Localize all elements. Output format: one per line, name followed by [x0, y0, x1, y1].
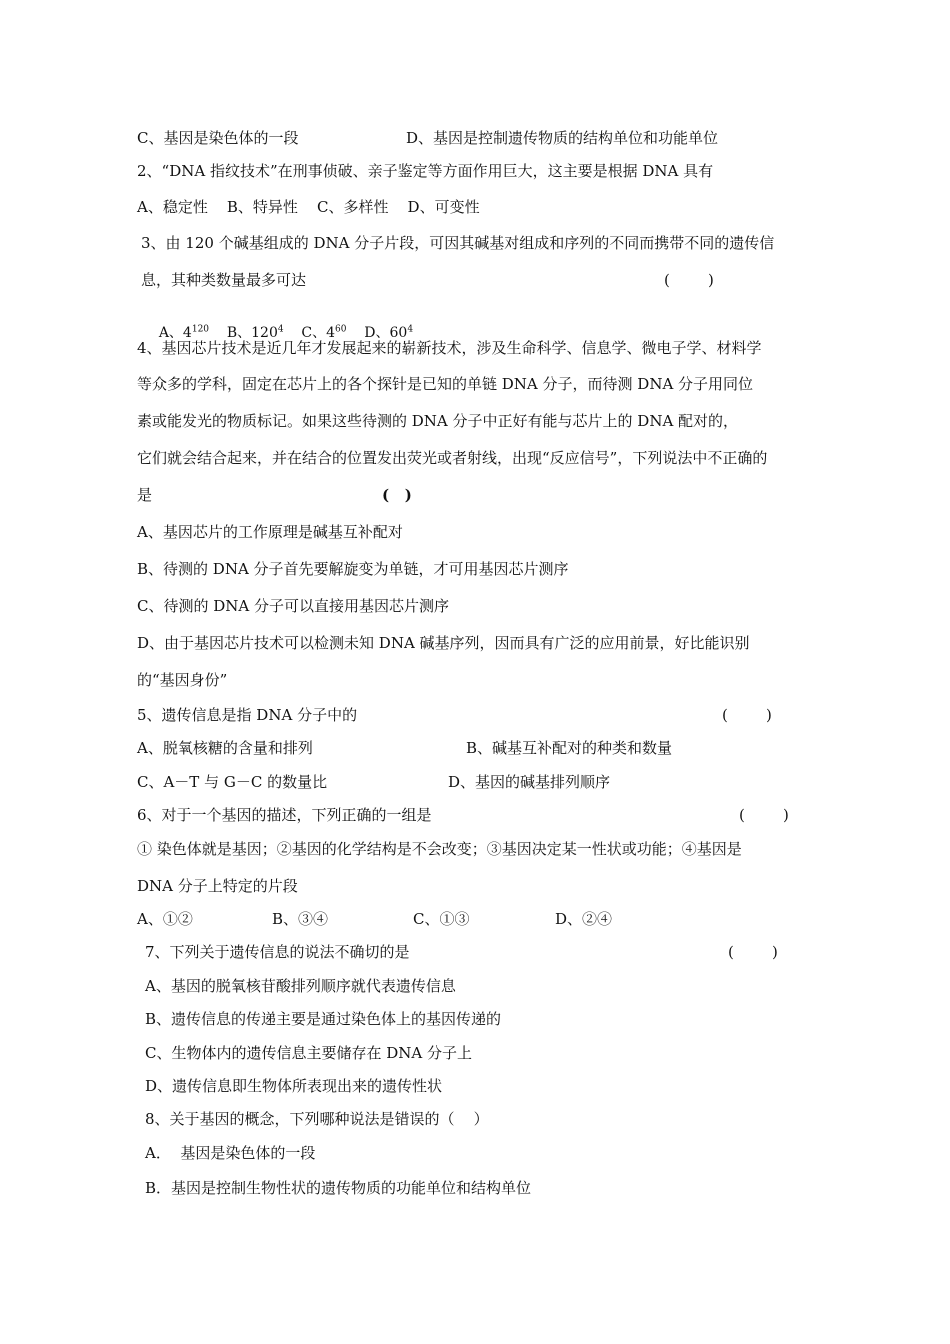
q2-options: A、稳定性 B、特异性 C、多样性 D、可变性	[137, 198, 480, 216]
q6-stem: 6、对于一个基因的描述，下列正确的一组是	[137, 806, 432, 824]
q5-option-b: B、碱基互补配对的种类和数量	[466, 739, 673, 757]
q3-option-b: B、$120^4$	[226, 324, 284, 341]
q4-option-d-line2: 的“基因身份”	[137, 671, 228, 689]
q7-stem: 7、下列关于遗传信息的说法不确切的是	[145, 943, 410, 961]
q5-option-d: D、基因的碱基排列顺序	[448, 773, 611, 791]
q6-statements-line1: ① 染色体就是基因；②基因的化学结构是不会改变；③基因决定某一性状或功能；④基因是	[137, 840, 742, 858]
q3-option-d: D、$60^4$	[364, 324, 414, 341]
q8-stem: 8、关于基因的概念，下列哪种说法是错误的（ ）	[145, 1110, 489, 1128]
q6-option-b: B、③④	[272, 910, 329, 928]
q3-options	[141, 303, 414, 341]
q5-option-a: A、脱氧核糖的含量和排列	[137, 739, 313, 757]
q7-option-b: B、遗传信息的传递主要是通过染色体上的基因传递的	[145, 1010, 502, 1028]
q5-option-c: C、A－T 与 G－C 的数量比	[137, 773, 328, 791]
q5-answer-bracket: ( )	[722, 706, 772, 724]
q7-option-d: D、遗传信息即生物体所表现出来的遗传性状	[145, 1077, 443, 1095]
q4-stem-line3: 素或能发光的物质标记。如果这些待测的 DNA 分子中正好有能与芯片上的 DNA 配对的，	[137, 412, 739, 430]
q5-stem: 5、遗传信息是指 DNA 分子中的	[137, 706, 358, 724]
q4-stem-line2: 等众多的学科，固定在芯片上的各个探针是已知的单链 DNA 分子，而待测 DNA 分子用同位	[137, 375, 754, 393]
q3-answer-bracket: ( )	[664, 271, 714, 289]
q1-option-c: C、基因是染色体的一段	[137, 129, 299, 147]
q3-option-a: A、$4^{120}$	[158, 324, 210, 341]
q6-statements-line2: DNA 分子上特定的片段	[137, 877, 298, 895]
q8-option-a: A． 基因是染色体的一段	[145, 1144, 316, 1162]
q6-option-d: D、②④	[555, 910, 613, 928]
q4-stem-line4: 它们就会结合起来，并在结合的位置发出荧光或者射线，出现“反应信号”，下列说法中不正确的	[137, 449, 768, 467]
q6-option-a: A、①②	[137, 910, 193, 928]
q4-option-a: A、基因芯片的工作原理是碱基互补配对	[137, 523, 403, 541]
q6-answer-bracket: ( )	[739, 806, 789, 824]
q4-stem-line1: 4、基因芯片技术是近几年才发展起来的崭新技术，涉及生命科学、信息学、微电子学、材料学	[137, 339, 762, 357]
q3-stem-line2: 息，其种类数量最多可达	[141, 271, 307, 289]
q2-stem: 2、“DNA 指纹技术”在刑事侦破、亲子鉴定等方面作用巨大，这主要是根据 DNA 具有	[137, 162, 714, 180]
q4-answer-bracket: ( )	[382, 486, 412, 504]
q6-option-c: C、①③	[413, 910, 470, 928]
q7-option-a: A、基因的脱氧核苷酸排列顺序就代表遗传信息	[145, 977, 456, 995]
q1-option-d: D、基因是控制遗传物质的结构单位和功能单位	[406, 129, 719, 147]
q8-option-b: B．基因是控制生物性状的遗传物质的功能单位和结构单位	[145, 1179, 532, 1197]
q4-option-b: B、待测的 DNA 分子首先要解旋变为单链，才可用基因芯片测序	[137, 560, 569, 578]
q7-answer-bracket: ( )	[728, 943, 778, 961]
q4-option-c: C、待测的 DNA 分子可以直接用基因芯片测序	[137, 597, 449, 615]
q3-option-c: C、$4^{60}$	[301, 324, 347, 341]
q4-option-d-line1: D、由于基因芯片技术可以检测未知 DNA 碱基序列，因而具有广泛的应用前景，好比能识别	[137, 634, 750, 652]
q7-option-c: C、生物体内的遗传信息主要储存在 DNA 分子上	[145, 1044, 472, 1062]
q3-stem-line1: 3、由 120 个碱基组成的 DNA 分子片段，可因其碱基对组成和序列的不同而携带不同的遗传信	[141, 234, 775, 252]
q4-stem-line5: 是	[137, 486, 153, 504]
